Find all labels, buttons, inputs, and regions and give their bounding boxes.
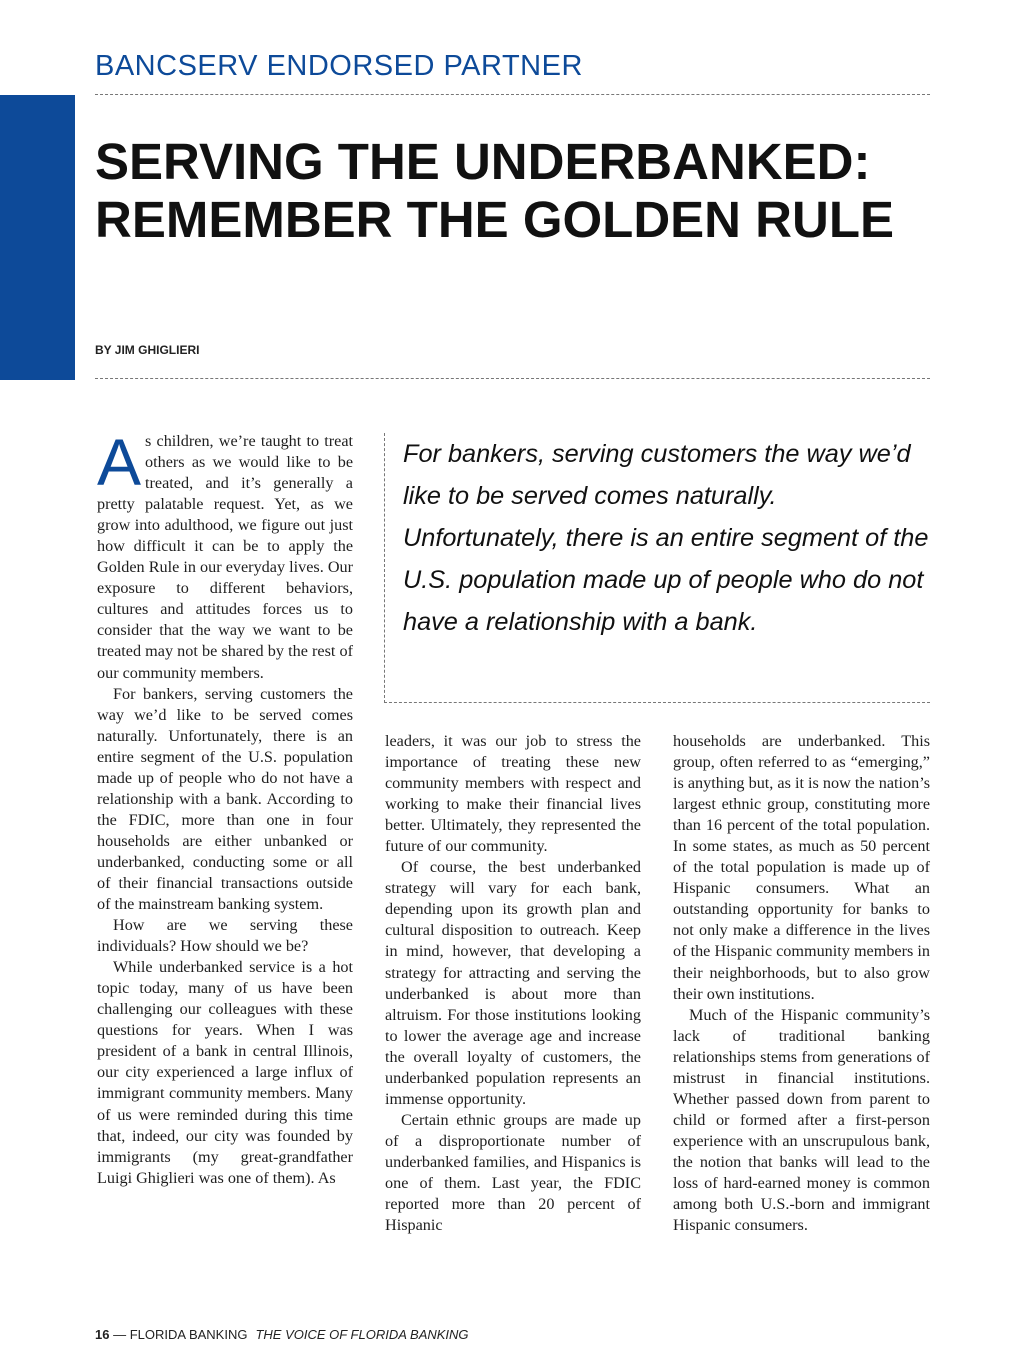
paragraph: For bankers, serving customers the way we’d like to be served comes naturally. Unfortunately, there is an entire segment of the U.S. population made up of people who do not have a relationship with a bank. According to the FDIC, more than one in four households are either unbanked or underbanked, conducting some or all of their financial transactions outside of the mainstream banking system. (97, 684, 353, 914)
section-label: BANCSERV ENDORSED PARTNER (95, 50, 583, 82)
article-column-1 (97, 425, 353, 1189)
title-line-2: REMEMBER THE GOLDEN RULE (95, 191, 895, 248)
byline: BY JIM GHIGLIERI (95, 343, 200, 357)
byline-divider (95, 378, 930, 379)
page-number: 16 (95, 1327, 110, 1342)
paragraph: As children, we’re taught to treat others as we would like to be treated, and it’s generally a pretty palatable request. Yet, as we grow into adulthood, we figure out just how difficult it can be to apply the Golden Rule in our everyday lives. Our exposure to different behaviors, cultures and attitudes forces us to consider that the way we want to be treated may not be shared by the rest of our community members. (97, 425, 353, 682)
paragraph: leaders, it was our job to stress the importance of treating these new community members with respect and working to make their financial lives better. Ultimately, they represented the future of our community. (385, 732, 641, 856)
article-column-3 (673, 731, 930, 1236)
drop-cap: A (97, 425, 142, 499)
publication-name: FLORIDA BANKING (129, 1327, 248, 1342)
header-divider (95, 94, 930, 95)
paragraph: While underbanked service is a hot topic today, many of us have been challenging our colleagues with these questions for years. When I was president of a bank in central Illinois, our city experienced a large influx of immigrant community members. Many of us were reminded during this time that, indeed, our city was founded by immigrants (my great-grandfather Luigi Ghiglieri was one of them). As (97, 958, 353, 1187)
paragraph: Of course, the best underbanked strategy will vary for each bank, depending upon its growth plan and cultural disposition to outreach. Keep in mind, however, that developing a strategy for attracting and serving the underbanked is about more than altruism. For those institutions looking to lower the average age and increase the overall loyalty of customers, the underbanked population represents an immense opportunity. (385, 858, 641, 1108)
paragraph: households are underbanked. This group, often referred to as “emerging,” is anything but, as it is now the nation’s largest ethnic group, constituting more than 16 percent of the total population. In some states, as much as 50 percent of the total population is made up of Hispanic consumers. What an outstanding opportunity for banks to not only make a difference in the lives of the Hispanic community members in their neighborhoods, but to also grow their own institutions. (673, 732, 930, 1003)
paragraph: Certain ethnic groups are made up of a disproportionate number of underbanked families, and Hispanics is one of them. Last year, the FDIC reported more than 20 percent of Hispanic (385, 1110, 641, 1235)
title-line-1: SERVING THE UNDERBANKED: (95, 133, 871, 190)
publication-tagline: THE VOICE OF FLORIDA BANKING (255, 1327, 469, 1342)
footer-separator: — (109, 1327, 130, 1342)
pull-quote-text: For bankers, serving customers the way we’d like to be served comes naturally. Unfortunately, there is an entire segment of the U.S. population made up of people who do not have a relationship with a bank. (403, 440, 929, 636)
page-footer (95, 1327, 469, 1342)
paragraph: Much of the Hispanic community’s lack of traditional banking relationships stems from generations of mistrust in financial institutions. Whether passed down from parent to child or formed after a first-person experience with an unscrupulous bank, the notion that banks will lead to the loss of hard-earned money is common among both U.S.-born and immigrant Hispanic consumers. (673, 1005, 930, 1235)
article-title (95, 133, 940, 249)
blue-accent-bar (0, 95, 75, 380)
article-column-2 (385, 731, 641, 1236)
pull-quote (384, 433, 930, 703)
paragraph: How are we serving these individuals? How should we be? (97, 916, 353, 956)
